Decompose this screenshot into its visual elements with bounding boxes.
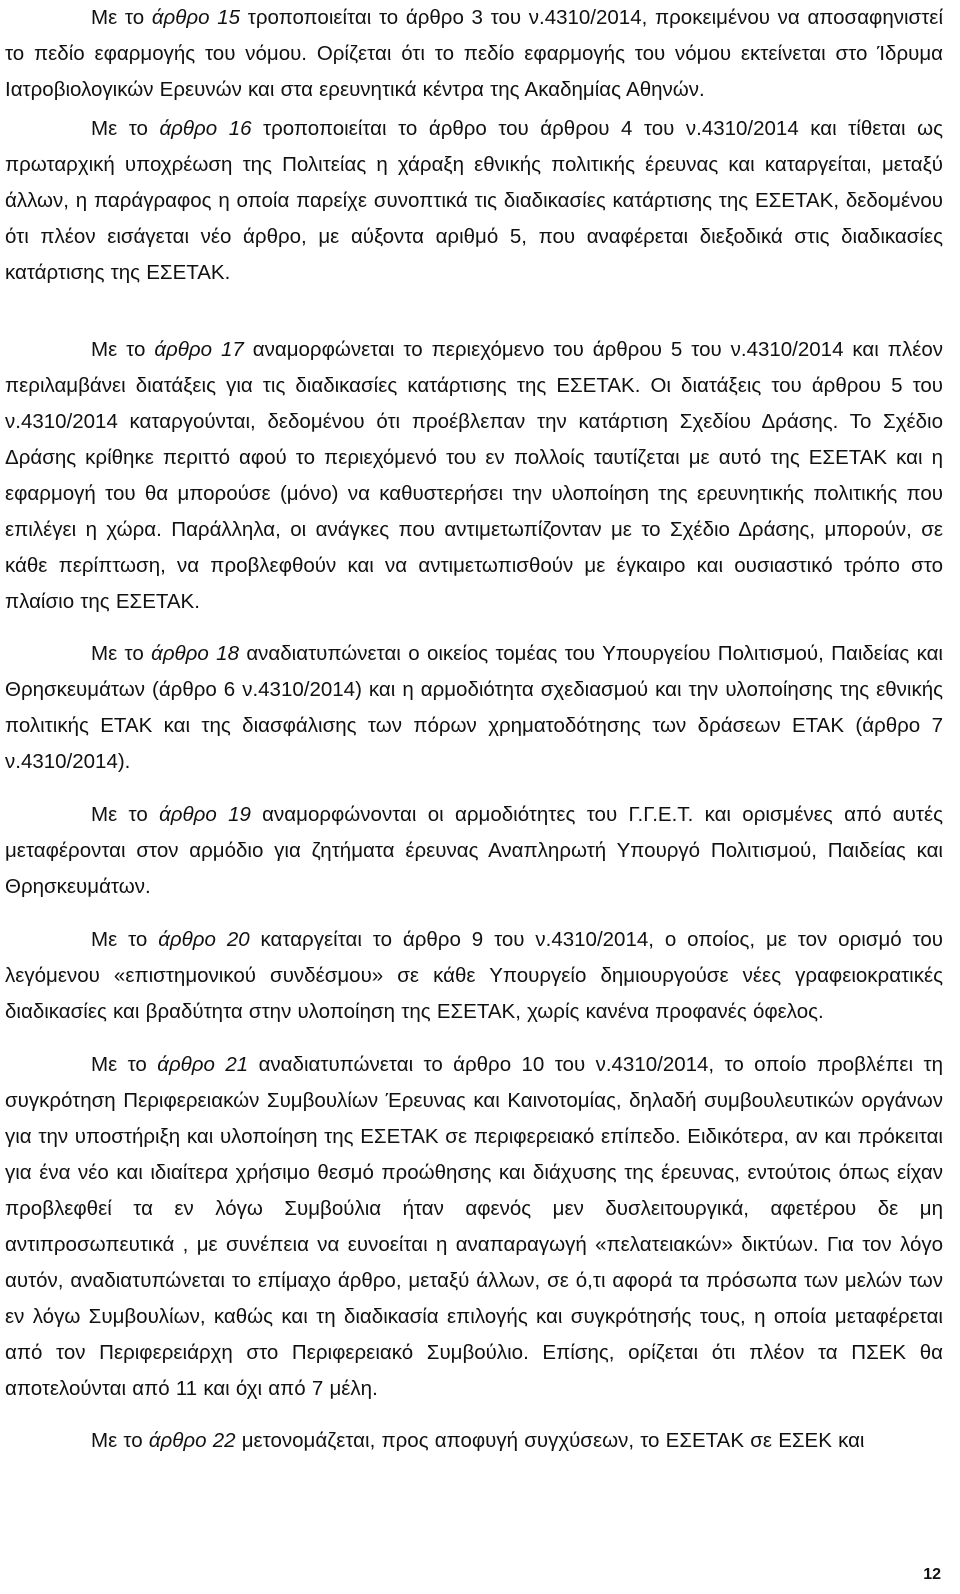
paragraph-text: αναμορφώνονται οι αρμοδιότητες του Γ.Γ.Ε.Τ. και ορισμένες από αυτές μεταφέρονται στον αρμόδιο για ζητήματα έρευνας Αναπληρωτή Υπουργό Πολιτισμού, Παιδείας και Θρησκευμάτων. xyxy=(5,803,943,898)
article-reference: άρθρο 19 xyxy=(159,803,251,826)
paragraph-text: καταργείται το άρθρο 9 του ν.4310/2014, ο οποίος, με τον ορισμό του λεγόμενου «επιστημονικού συνδέσμου» σε κάθε Υπουργείο δημιουργούσε νέες γραφειοκρατικές διαδικασίες και βραδύτητα στην υλοποίηση της ΕΣΕΤΑΚ, χωρίς κανένα προφανές όφελος. xyxy=(5,928,943,1023)
paragraph-article-20 xyxy=(5,922,943,1030)
paragraph-article-21 xyxy=(5,1047,943,1407)
paragraph-prefix: Με το xyxy=(91,338,155,361)
paragraph-text: τροποποιείται το άρθρο του άρθρου 4 του ν.4310/2014 και τίθεται ως πρωταρχική υποχρέωση της Πολιτείας η χάραξη εθνικής πολιτικής έρευνας και καταργείται, μεταξύ άλλων, η παράγραφος η οποία παρείχε συνοπτικά τις διαδικασίες κατάρτισης της ΕΣΕΤΑΚ, δεδομένου ότι πλέον εισάγεται νέο άρθρο, με αύξοντα αριθμό 5, που αναφέρεται διεξοδικά στις διαδικασίες κατάρτισης της ΕΣΕΤΑΚ. xyxy=(5,117,943,284)
paragraph-text: αναδιατυπώνεται το άρθρο 10 του ν.4310/2014, το οποίο προβλέπει τη συγκρότηση Περιφερειακών Συμβουλίων Έρευνας και Καινοτομίας, δηλαδή συμβουλευτικών οργάνων για την υποστήριξη και υλοποίηση της ΕΣΕΤΑΚ σε περιφερειακό επίπεδο. Ειδικότερα, αν και πρόκειται για ένα νέο και ιδιαίτερα χρήσιμο θεσμό προώθησης και διάχυσης της έρευνας, εντούτοις όπως είχαν προβλεφθεί τα εν λόγω Συμβούλια ήταν αφενός μεν δυσλειτουργικά, αφετέρου δε μη αντιπροσωπευτικά , με συνέπεια να ευνοείται η αναπαραγωγή «πελατειακών» δικτύων. Για τον λόγο αυτόν, αναδιατυπώνεται το επίμαχο άρθρο, μεταξύ άλλων, σε ό,τι αφορά τα πρόσωπα των μελών των εν λόγω Συμβουλίων, καθώς και τη διαδικασία επιλογής και συγκρότησής τους, η οποία μεταφέρεται από τον Περιφερειάρχη στο Περιφερειακό Συμβούλιο. Επίσης, ορίζεται ότι πλέον τα ΠΣΕΚ θα αποτελούνται από 11 και όχι από 7 μέλη. xyxy=(5,1053,944,1400)
paragraph-prefix: Με το xyxy=(91,803,160,826)
paragraph-prefix: Με το xyxy=(91,642,152,665)
article-reference: άρθρο 21 xyxy=(157,1053,249,1076)
page-number: 12 xyxy=(923,1566,941,1583)
article-reference: άρθρο 20 xyxy=(158,928,250,951)
article-reference: άρθρο 15 xyxy=(151,6,241,29)
paragraph-article-18 xyxy=(5,636,943,780)
paragraph-text: μετονομάζεται, προς αποφυγή συγχύσεων, το ΕΣΕΤΑΚ σε ΕΣΕΚ και xyxy=(235,1429,865,1452)
article-reference: άρθρο 22 xyxy=(148,1429,236,1452)
paragraph-article-22 xyxy=(5,1423,943,1459)
paragraph-prefix: Με το xyxy=(91,928,159,951)
paragraph-text: αναμορφώνεται το περιεχόμενο του άρθρου 5 του ν.4310/2014 και πλέον περιλαμβάνει διατάξεις για τις διαδικασίες κατάρτισης της ΕΣΕΤΑΚ. Οι διατάξεις του άρθρου 5 του ν.4310/2014 καταργούνται, δεδομένου ότι προέβλεπαν την κατάρτιση Σχεδίου Δράσης. Το Σχέδιο Δράσης κρίθηκε περιττό αφού το περιεχόμενό του εν πολλοίς ταυτίζεται με αυτό της ΕΣΕΤΑΚ και η εφαρμογή του θα μπορούσε (μόνο) να καθυστερήσει την υλοποίηση της ερευνητικής πολιτικής που επιλέγει η χώρα. Παράλληλα, οι ανάγκες που αντιμετωπίζονταν με το Σχέδιο Δράσης, μπορούν, σε κάθε περίπτωση, να προβλεφθούν και να αντιμετωπισθούν με έγκαιρο και ουσιαστικό τρόπο στο πλαίσιο της ΕΣΕΤΑΚ. xyxy=(5,338,943,613)
paragraph-article-19 xyxy=(5,797,943,905)
paragraph-prefix: Με το xyxy=(91,117,160,140)
article-reference: άρθρο 16 xyxy=(159,117,252,140)
paragraph-prefix: Με το xyxy=(91,6,152,29)
paragraph-article-16 xyxy=(5,111,943,291)
paragraph-text: αναδιατυπώνεται ο οικείος τομέας του Υπουργείου Πολιτισμού, Παιδείας και Θρησκευμάτων (άρθρο 6 ν.4310/2014) και η αρμοδιότητα σχεδιασμού και την υλοποίησης της εθνικής πολιτικής ΕΤΑΚ και της διασφάλισης των πόρων χρηματοδότησης των δράσεων ΕΤΑΚ (άρθρο 7 ν.4310/2014). xyxy=(5,642,943,773)
paragraph-article-15 xyxy=(5,0,943,108)
paragraph-text: τροποποιείται το άρθρο 3 του ν.4310/2014, προκειμένου να αποσαφηνιστεί το πεδίο εφαρμογής του νόμου. Ορίζεται ότι το πεδίο εφαρμογής του νόμου εκτείνεται στο Ίδρυμα Ιατροβιολογικών Ερευνών και στα ερευνητικά κέντρα της Ακαδημίας Αθηνών. xyxy=(5,6,943,101)
paragraph-prefix: Με το xyxy=(91,1053,158,1076)
paragraph-article-17 xyxy=(5,332,943,620)
paragraph-prefix: Με το xyxy=(91,1429,149,1452)
article-reference: άρθρο 17 xyxy=(154,338,244,361)
article-reference: άρθρο 18 xyxy=(151,642,239,665)
